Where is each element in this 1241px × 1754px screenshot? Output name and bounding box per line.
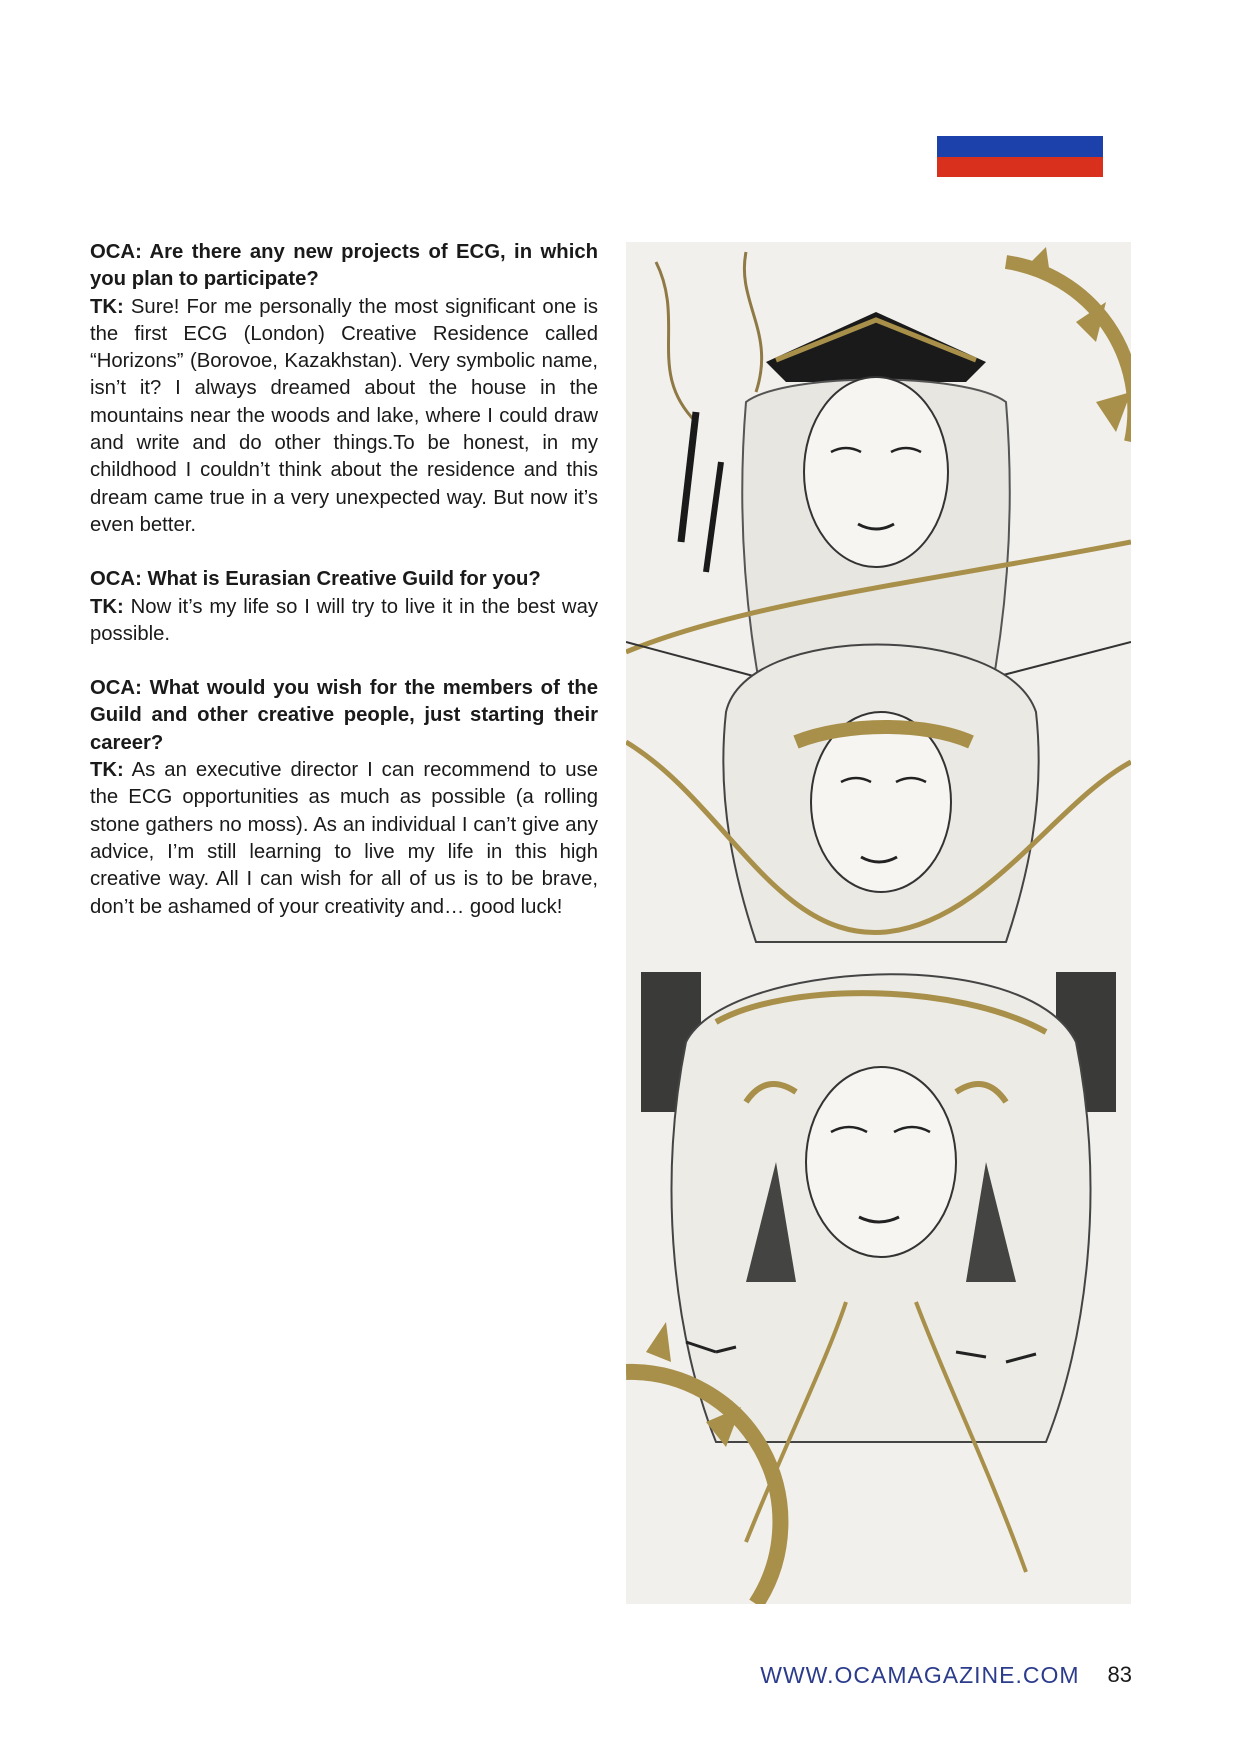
russia-flag	[937, 116, 1103, 177]
answer-text: Sure! For me personally the most significant one is the first ECG (London) Creative Residence called “Horizons” (Borovoe, Kazakhstan). Very symbolic name, isn’t it? I always dreamed about the house in the mountains near the woods and lake, where I could draw and write and do other things.To be honest, in my childhood I couldn’t think about the residence and this dream came true in a very unexpected way. But now it’s even better.	[90, 295, 598, 536]
website-link[interactable]: WWW.OCAMAGAZINE.COM	[760, 1661, 1080, 1688]
illustration-svg	[626, 242, 1131, 1604]
qa-block	[90, 566, 598, 648]
question-text: OCA: What is Eurasian Creative Guild for you?	[90, 568, 541, 591]
vines	[656, 252, 762, 422]
question-text: OCA: What would you wish for the members of the Guild and other creative people, just starting their career?	[90, 677, 598, 754]
qa-block	[90, 675, 598, 921]
flag-stripe-red	[937, 157, 1103, 177]
illustration-three-women	[626, 242, 1131, 1604]
flag-stripe-blue	[937, 136, 1103, 156]
page-footer	[760, 1660, 1132, 1690]
interview-column	[90, 239, 598, 948]
flag-stripe-white	[937, 116, 1103, 136]
qa-block	[90, 239, 598, 539]
answer-label: TK:	[90, 295, 124, 318]
answer-text: Now it’s my life so I will try to live it in the best way possible.	[90, 595, 598, 645]
answer-label: TK:	[90, 759, 124, 782]
page-number: 83	[1107, 1662, 1132, 1687]
question-text: OCA: Are there any new projects of ECG, in which you plan to participate?	[90, 241, 598, 291]
answer-text: As an executive director I can recommend to use the ECG opportunities as much as possible (a rolling stone gathers no moss). As an individual I can’t give any advice, I’m still learning to live my life in this high creative way. All I can wish for all of us is to be brave, don’t be ashamed of your creativity and… good luck!	[90, 759, 598, 918]
answer-label: TK:	[90, 595, 124, 618]
woman-bottom	[672, 974, 1091, 1572]
